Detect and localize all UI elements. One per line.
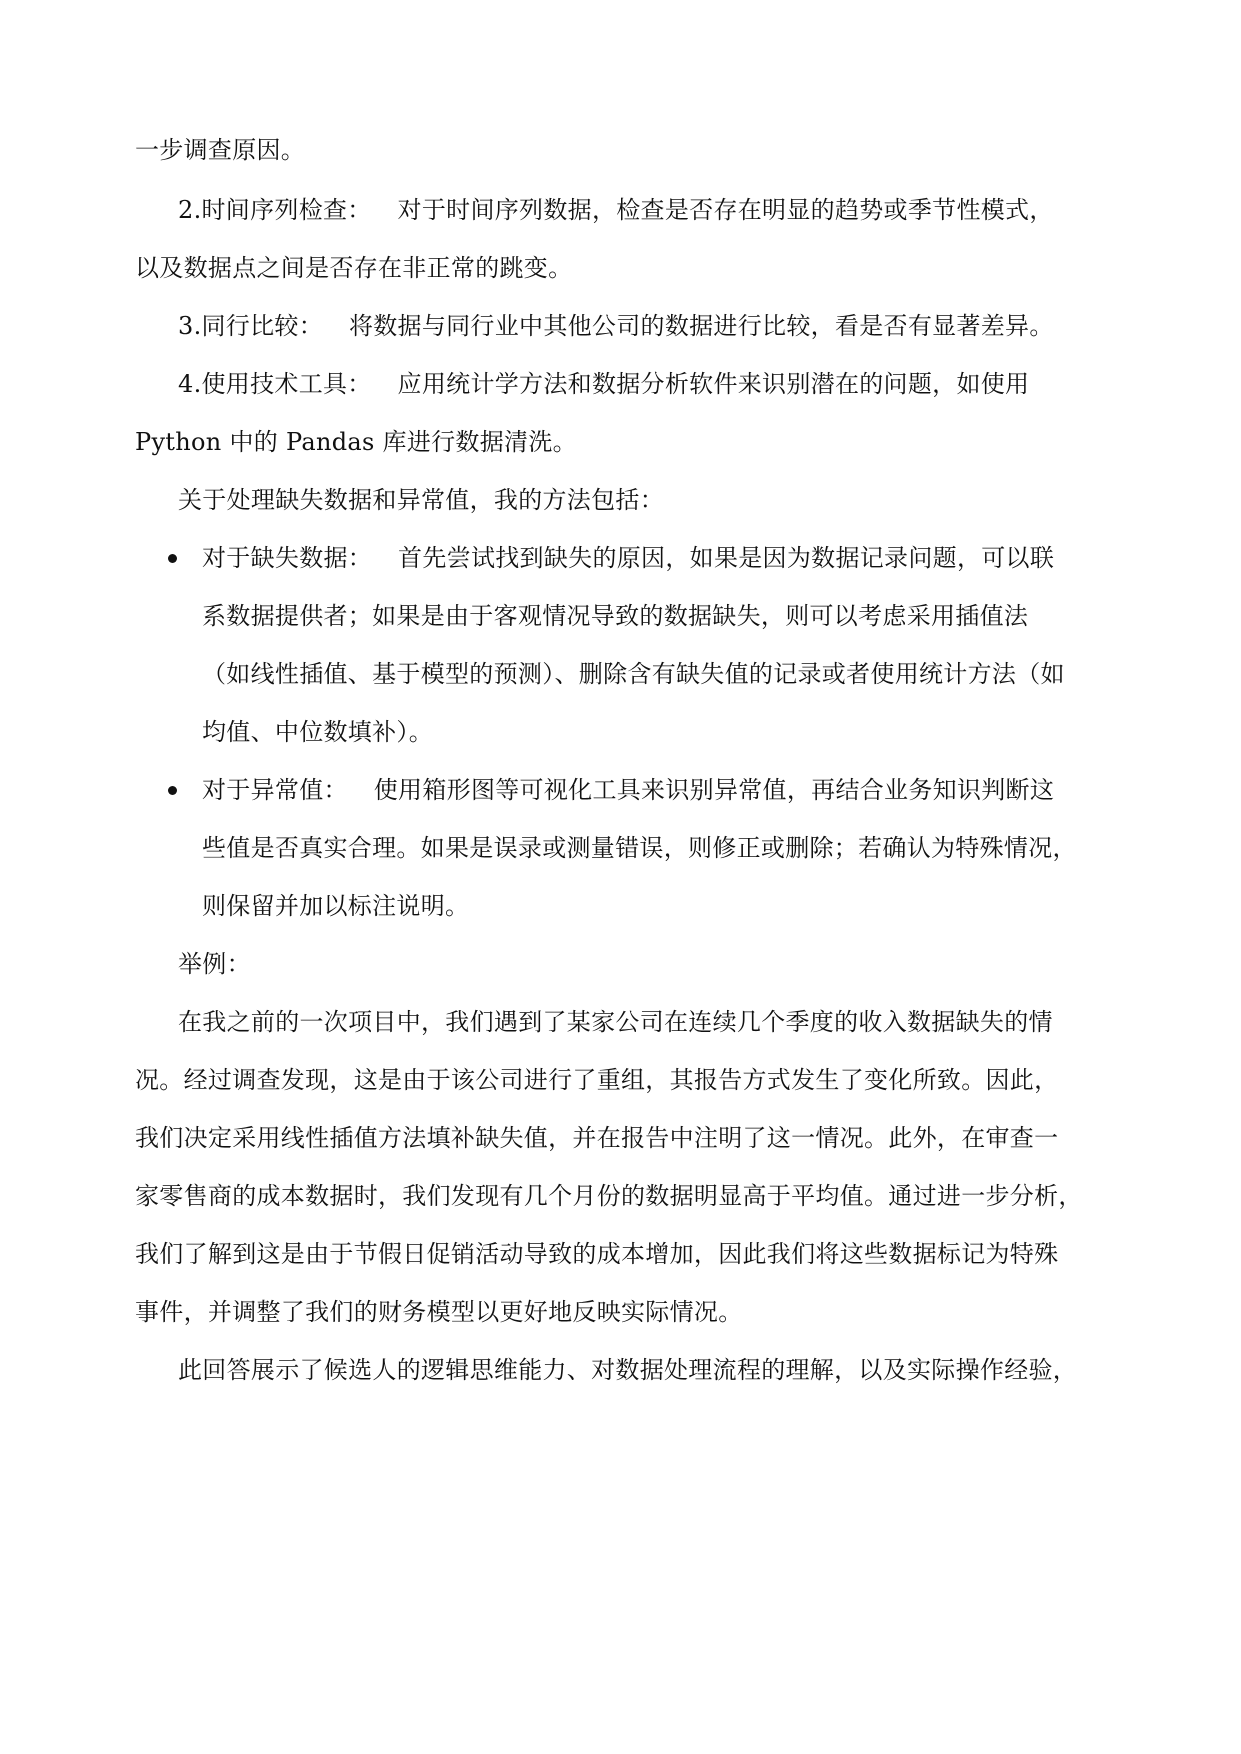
example-line6: 事件，并调整了我们的财务模型以更好地反映实际情况。 — [135, 1298, 743, 1326]
check-peer-compare-line — [178, 309, 1054, 343]
example-line3: 我们决定采用线性插值方法填补缺失值，并在报告中注明了这一情况。此外，在审查一 — [135, 1124, 1059, 1152]
example-line5: 我们了解到这是由于节假日促销活动导致的成本增加，因此我们将这些数据标记为特殊 — [135, 1240, 1059, 1268]
bullet-missing-label: 对于缺失数据： — [202, 544, 373, 572]
bullet-outlier-label: 对于异常值： — [202, 776, 348, 804]
bullet-missing-line2: 系数据提供者；如果是由于客观情况导致的数据缺失，则可以考虑采用插值法 — [202, 602, 1029, 630]
check-time-series-line1 — [178, 193, 1054, 227]
bullet-outlier-line3: 则保留并加以标注说明。 — [202, 892, 470, 920]
check-peer-compare-text: 将数据与同行业中其他公司的数据进行比较，看是否有显著差异。 — [348, 312, 1054, 340]
check-peer-compare-label: 3.同行比较： — [178, 312, 323, 340]
bullet-missing-line1 — [202, 541, 1054, 575]
example-line2: 况。经过调查发现，这是由于该公司进行了重组，其报告方式发生了变化所致。因此， — [135, 1066, 1059, 1094]
bullet-missing-text: 首先尝试找到缺失的原因，如果是因为数据记录问题，可以联 — [398, 544, 1055, 572]
bullet-marker-missing — [168, 554, 177, 563]
check-time-series-line2: 以及数据点之间是否存在非正常的跳变。 — [135, 254, 573, 282]
bullet-marker-outlier — [168, 786, 177, 795]
example-line1: 在我之前的一次项目中，我们遇到了某家公司在连续几个季度的收入数据缺失的情 — [178, 1008, 1053, 1036]
bullet-missing-line3: （如线性插值、基于模型的预测）、删除含有缺失值的记录或者使用统计方法（如 — [202, 660, 1065, 688]
bullet-outlier-line2: 些值是否真实合理。如果是误录或测量错误，则修正或删除；若确认为特殊情况， — [202, 834, 1077, 862]
check-tech-tools-text: 应用统计学方法和数据分析软件来识别潜在的问题，如使用 — [397, 370, 1030, 398]
bullet-outlier-text: 使用箱形图等可视化工具来识别异常值，再结合业务知识判断这 — [373, 776, 1055, 804]
check-tech-tools-line1 — [178, 367, 1029, 401]
example-label: 举例： — [178, 950, 251, 978]
check-time-series-text: 对于时间序列数据，检查是否存在明显的趋势或季节性模式， — [397, 196, 1054, 224]
intro-tail-line: 一步调查原因。 — [135, 136, 306, 164]
check-tech-tools-label: 4.使用技术工具： — [178, 370, 372, 398]
bullet-outlier-line1 — [202, 773, 1054, 807]
example-line4: 家零售商的成本数据时，我们发现有几个月份的数据明显高于平均值。通过进一步分析， — [135, 1182, 1083, 1210]
check-tech-tools-line2: Python 中的 Pandas 库进行数据清洗。 — [135, 428, 577, 456]
bullet-missing-line4: 均值、中位数填补）。 — [202, 718, 433, 746]
check-time-series-label: 2.时间序列检查： — [178, 196, 372, 224]
closing-line: 此回答展示了候选人的逻辑思维能力、对数据处理流程的理解，以及实际操作经验， — [178, 1356, 1078, 1384]
methods-intro-line: 关于处理缺失数据和异常值，我的方法包括： — [178, 486, 664, 514]
